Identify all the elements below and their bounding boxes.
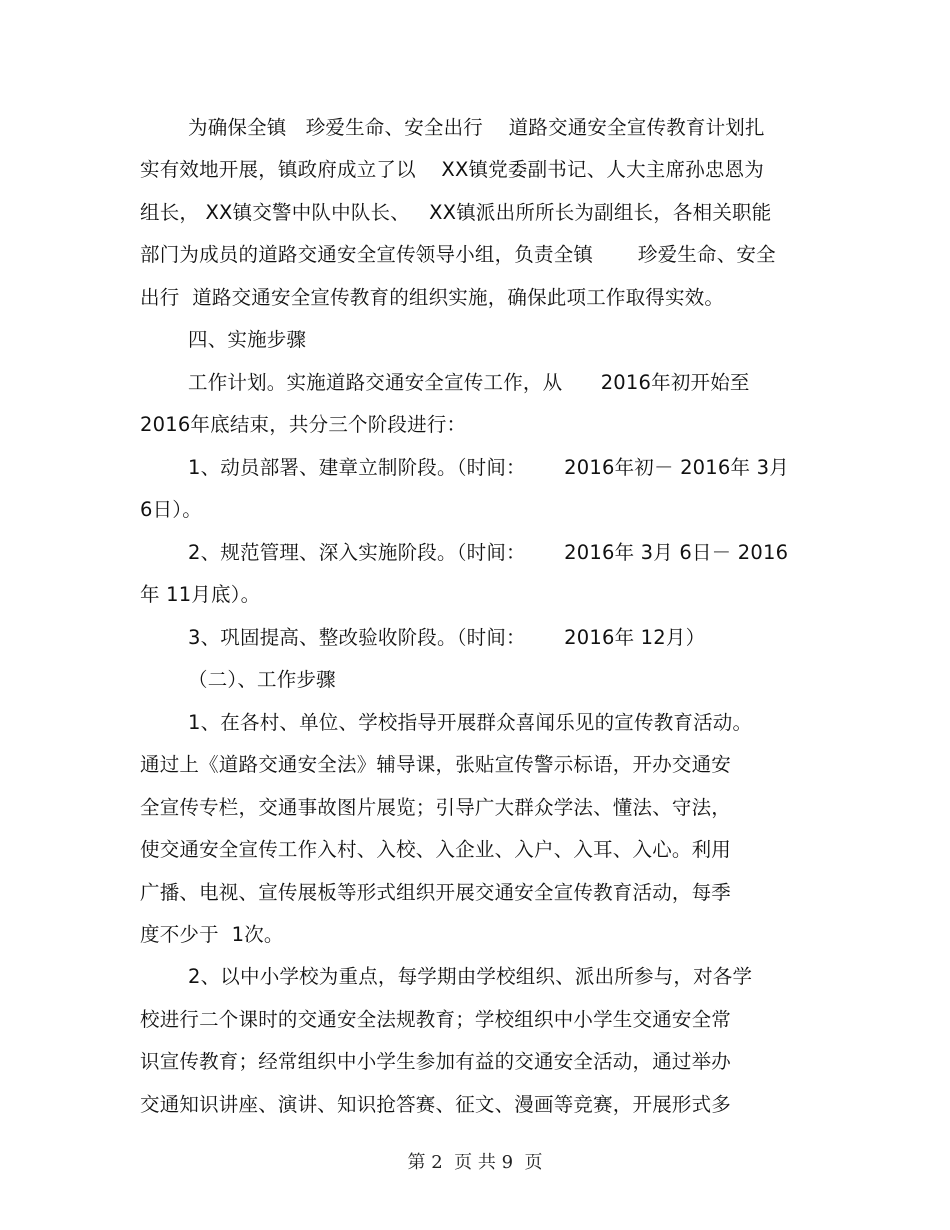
paragraph-line: 出行 道路交通安全宣传教育的组织实施，确保此项工作取得实效。 <box>140 286 725 309</box>
paragraph-line: 度不少于 1次。 <box>140 923 284 946</box>
paragraph-line: 广播、电视、宣传展板等形式组织开展交通安全宣传教育活动，每季 <box>140 881 732 904</box>
page-number-footer: 第 2 页 共 9 页 <box>407 1152 543 1173</box>
list-item-line: 年 11月底）。 <box>140 583 261 606</box>
paragraph-line: 交通知识讲座、演讲、知识抢答赛、征文、漫画等竞赛，开展形式多 <box>140 1093 732 1116</box>
section-heading: 四、实施步骤 <box>188 328 307 351</box>
paragraph-line: 组长， XX镇交警中队中队长、 XX镇派出所所长为副组长，各相关职能 <box>140 201 772 224</box>
paragraph-line: 为确保全镇 珍爱生命、安全出行 道路交通安全宣传教育计划扎 <box>188 116 765 139</box>
paragraph-line: 部门为成员的道路交通安全宣传领导小组，负责全镇 珍爱生命、安全 <box>140 243 776 266</box>
list-item-line: 3、巩固提高、整改验收阶段。（时间： 2016年 12月） <box>188 626 706 649</box>
list-item-line: 2、以中小学校为重点，每学期由学校组织、派出所参与，对各学 <box>188 965 753 988</box>
paragraph-line: 2016年底结束，共分三个阶段进行： <box>140 413 467 436</box>
paragraph-line: 全宣传专栏，交通事故图片展览；引导广大群众学法、懂法、守法， <box>140 796 732 819</box>
list-item-line: 1、动员部署、建章立制阶段。（时间： 2016年初－ 2016年 3月 <box>188 456 789 479</box>
paragraph-line: 通过上《道路交通安全法》辅导课，张贴宣传警示标语，开办交通安 <box>140 753 732 776</box>
section-heading: （二）、工作步骤 <box>188 668 336 691</box>
list-item-line: 2、规范管理、深入实施阶段。（时间： 2016年 3月 6日－ 2016 <box>188 541 789 564</box>
paragraph-line: 使交通安全宣传工作入村、入校、入企业、入户、入耳、入心。利用 <box>140 838 732 861</box>
list-item-line: 6日）。 <box>140 498 202 521</box>
paragraph-line: 实有效地开展，镇政府成立了以 XX镇党委副书记、人大主席孙忠恩为 <box>140 158 765 181</box>
paragraph-line: 校进行二个课时的交通安全法规教育；学校组织中小学生交通安全常 <box>140 1008 732 1031</box>
list-item-line: 1、在各村、单位、学校指导开展群众喜闻乐见的宣传教育活动。 <box>188 711 753 734</box>
paragraph-line: 工作计划。实施道路交通安全宣传工作，从 2016年初开始至 <box>188 371 750 394</box>
paragraph-line: 识宣传教育；经常组织中小学生参加有益的交通安全活动，通过举办 <box>140 1050 732 1073</box>
